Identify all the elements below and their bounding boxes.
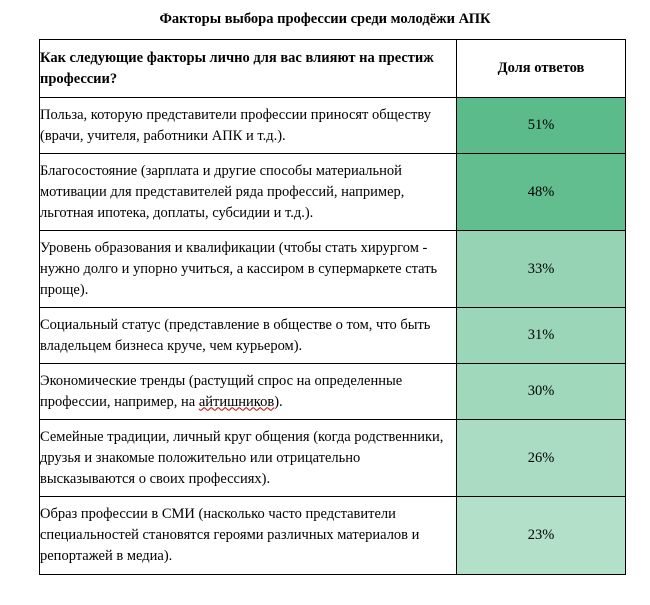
share-cell: 23%	[457, 497, 626, 575]
factor-text-end: ).	[274, 393, 283, 410]
factor-cell: Социальный статус (представление в обществе о том, что быть владельцем бизнеса круче, чем курьером).	[40, 308, 457, 364]
survey-table	[39, 39, 626, 575]
share-cell: 26%	[457, 420, 626, 497]
factor-text: Экономические тренды (растущий спрос на определенные профессии, например, на	[40, 372, 403, 410]
header-question: Как следующие факторы лично для вас влияют на престиж профессии?	[40, 40, 457, 98]
table-row	[40, 364, 626, 420]
table-row	[40, 420, 626, 497]
table-row	[40, 98, 626, 154]
factor-cell: Благосостояние (зарплата и другие способы материальной мотивации для представителей ряда профессий, например, льготная ипотека, доплаты, субсидии и т.д.).	[40, 154, 457, 231]
share-cell: 31%	[457, 308, 626, 364]
table-row	[40, 308, 626, 364]
factor-cell: Семейные традиции, личный круг общения (когда родственники, друзья и знакомые положительно или отрицательно высказываются о своих профессиях).	[40, 420, 457, 497]
table-row	[40, 154, 626, 231]
header-share: Доля ответов	[457, 40, 626, 98]
factor-cell	[40, 364, 457, 420]
factor-cell: Польза, которую представители профессии приносят обществу (врачи, учителя, работники АПК и т.д.).	[40, 98, 457, 154]
table-header-row	[40, 40, 626, 98]
spellcheck-flagged-word: айтишников	[198, 393, 275, 410]
table-row	[40, 231, 626, 308]
share-cell: 33%	[457, 231, 626, 308]
share-cell: 48%	[457, 154, 626, 231]
factor-cell: Уровень образования и квалификации (чтобы стать хирургом - нужно долго и упорно учиться, а кассиром в супермаркете стать проще).	[40, 231, 457, 308]
factor-cell: Образ профессии в СМИ (насколько часто представители специальностей становятся героями различных материалов и репортажей в медиа).	[40, 497, 457, 575]
table-title: Факторы выбора профессии среди молодёжи АПК	[159, 11, 491, 27]
share-cell: 30%	[457, 364, 626, 420]
share-cell: 51%	[457, 98, 626, 154]
table-row	[40, 497, 626, 575]
